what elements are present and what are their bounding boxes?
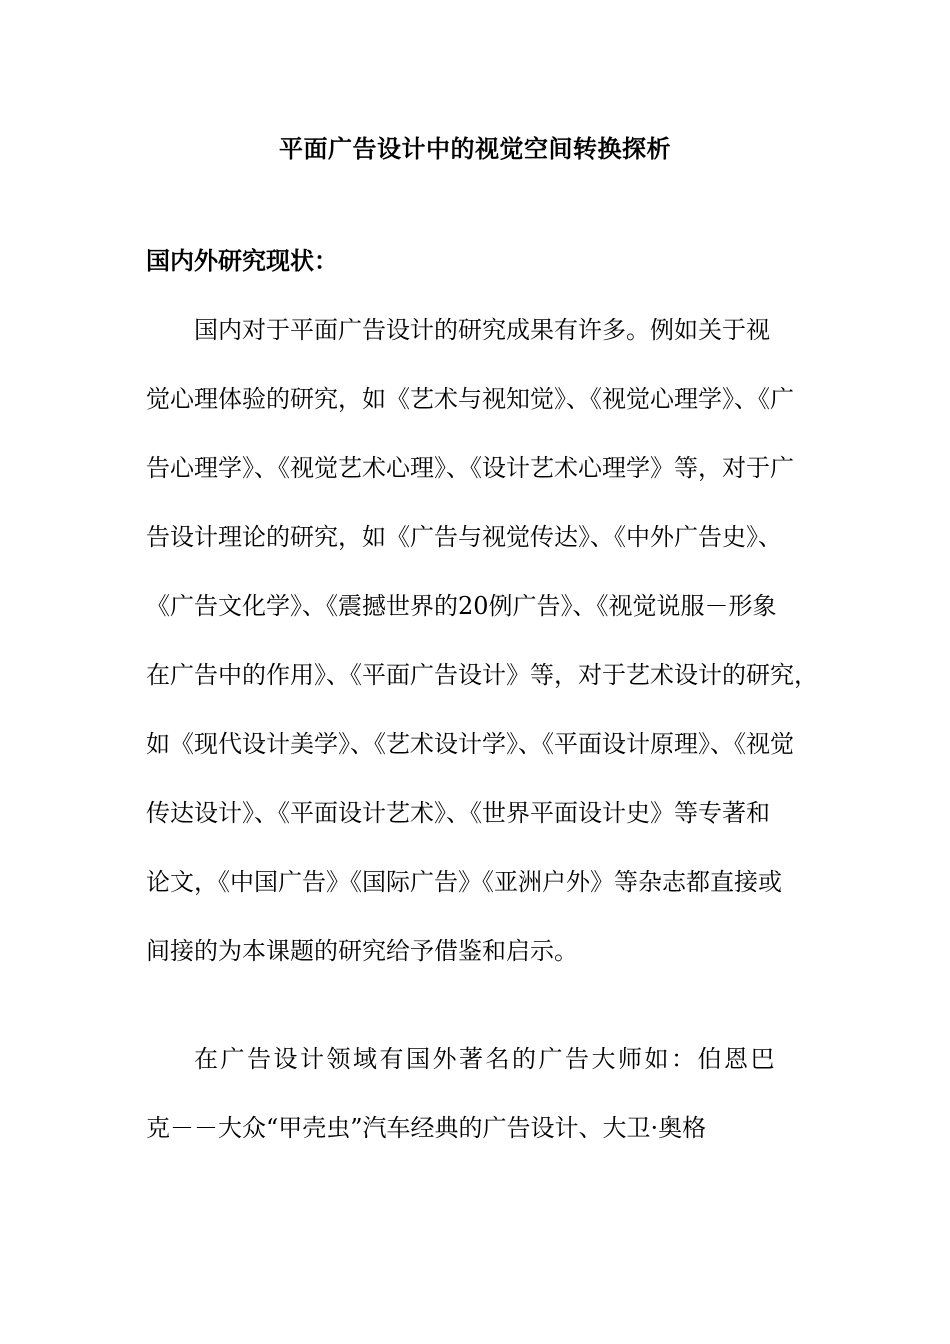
paragraph-line: 《广告文化学》、《震撼世界的20例广告》、《视觉说服－形象 [146, 592, 777, 620]
paragraph-line: 在广告设计领域有国外著名的广告大师如：伯恩巴 [194, 1045, 777, 1073]
section-heading: 国内外研究现状： [146, 246, 338, 275]
document-title: 平面广告设计中的视觉空间转换探析 [279, 134, 671, 163]
paragraph-line: 传达设计》、《平面设计艺术》、《世界平面设计史》等专著和 [146, 799, 770, 827]
paragraph-line: 在广告中的作用》、《平面广告设计》等，对于艺术设计的研究， [146, 661, 818, 689]
paragraph-line: 国内对于平面广告设计的研究成果有许多。例如关于视 [194, 316, 770, 344]
paragraph-line: 告心理学》、《视觉艺术心理》、《设计艺术心理学》等，对于广 [146, 454, 794, 482]
paragraph-line: 间接的为本课题的研究给予借鉴和启示。 [146, 937, 578, 965]
paragraph-line: 如《现代设计美学》、《艺术设计学》、《平面设计原理》、《视觉 [146, 730, 794, 758]
paragraph-line: 克－－大众“甲壳虫”汽车经典的广告设计、大卫·奥格 [146, 1114, 707, 1142]
paragraph-line: 告设计理论的研究，如《广告与视觉传达》、《中外广告史》、 [146, 523, 782, 551]
paragraph-line: 论文，《中国广告》《国际广告》《亚洲户外》等杂志都直接或 [146, 868, 782, 896]
paragraph-line: 觉心理体验的研究，如《艺术与视知觉》、《视觉心理学》、《广 [146, 385, 794, 413]
